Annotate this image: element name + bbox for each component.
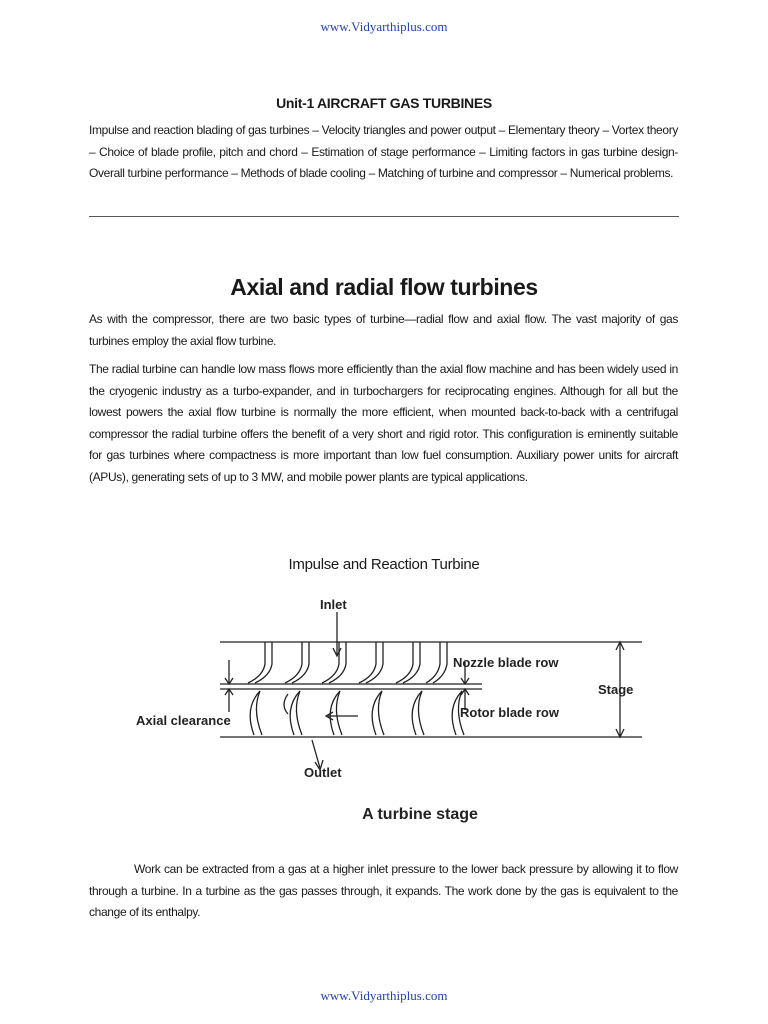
header-site-link[interactable]: www.Vidyarthiplus.com [320, 19, 448, 34]
rotor-blade [378, 691, 384, 735]
diagram-caption: A turbine stage [362, 806, 478, 823]
page-title: Axial and radial flow turbines [230, 274, 538, 300]
unit-title: Unit-1 AIRCRAFT GAS TURBINES [276, 95, 492, 111]
rotor-blade [256, 691, 262, 735]
turbine-stage-diagram [120, 590, 660, 790]
nozzle-blade [248, 642, 265, 683]
rotor-row-label: Rotor blade row [460, 705, 559, 720]
nozzle-row-label: Nozzle blade row [453, 655, 559, 670]
rotor-blade [418, 691, 424, 735]
rotor-blade [250, 691, 260, 735]
inlet-label: Inlet [320, 597, 347, 612]
radial-turbine-paragraph: The radial turbine can handle low mass flows more efficiently than the axial flow machine and has been widely used in the cryogenic industry as a turbo-expander, and in turbochargers for reciprocating engines. Although for all but the lowest powers the axial flow turbine is normally the more efficient, when mounted back-to-back with a centrifugal compressor the radial turbine offers the benefit of a very short and rigid rotor. This configuration is eminently suitable for gas turbines where compactness is more important than low fuel consumption. Auxiliary power units for aircraft (APUs), generating sets of up to 3 MW, and mobile power plants are typical applications. [89, 362, 678, 484]
work-paragraph: Work can be extracted from a gas at a higher inlet pressure to the lower back pressure by allowing it to flow through a turbine. In a turbine as the gas passes through, it expands. The work done by the gas is equivalent to the change of its enthalpy. [89, 862, 678, 919]
rotor-blade [296, 691, 302, 735]
footer-site-link[interactable]: www.Vidyarthiplus.com [320, 988, 448, 1003]
nozzle-blade [426, 642, 440, 683]
intro-paragraph: As with the compressor, there are two basic types of turbine—radial flow and axial flow. The vast majority of gas turbines employ the axial flow turbine. [89, 312, 678, 348]
horizontal-rule [89, 216, 679, 217]
nozzle-blade [359, 642, 376, 683]
flow-arrow [284, 694, 288, 714]
rotor-blade [372, 691, 382, 735]
rotor-blade [336, 691, 342, 735]
rotor-blade [412, 691, 422, 735]
stage-label: Stage [598, 682, 634, 697]
nozzle-blade [285, 642, 302, 683]
axial-clearance-label: Axial clearance [136, 713, 231, 728]
outlet-label: Outlet [304, 765, 342, 780]
nozzle-blade [396, 642, 413, 683]
section-title: Impulse and Reaction Turbine [288, 556, 480, 573]
rotor-blade [290, 691, 300, 735]
syllabus-paragraph: Impulse and reaction blading of gas turbines – Velocity triangles and power output – Elementary theory – Vortex theory – Choice of blade profile, pitch and chord – Estimation of stage performance – Limiting factors in gas turbine design- Overall turbine performance – Methods of blade cooling – Matching of turbine and compressor – Numerical problems. [89, 123, 678, 180]
